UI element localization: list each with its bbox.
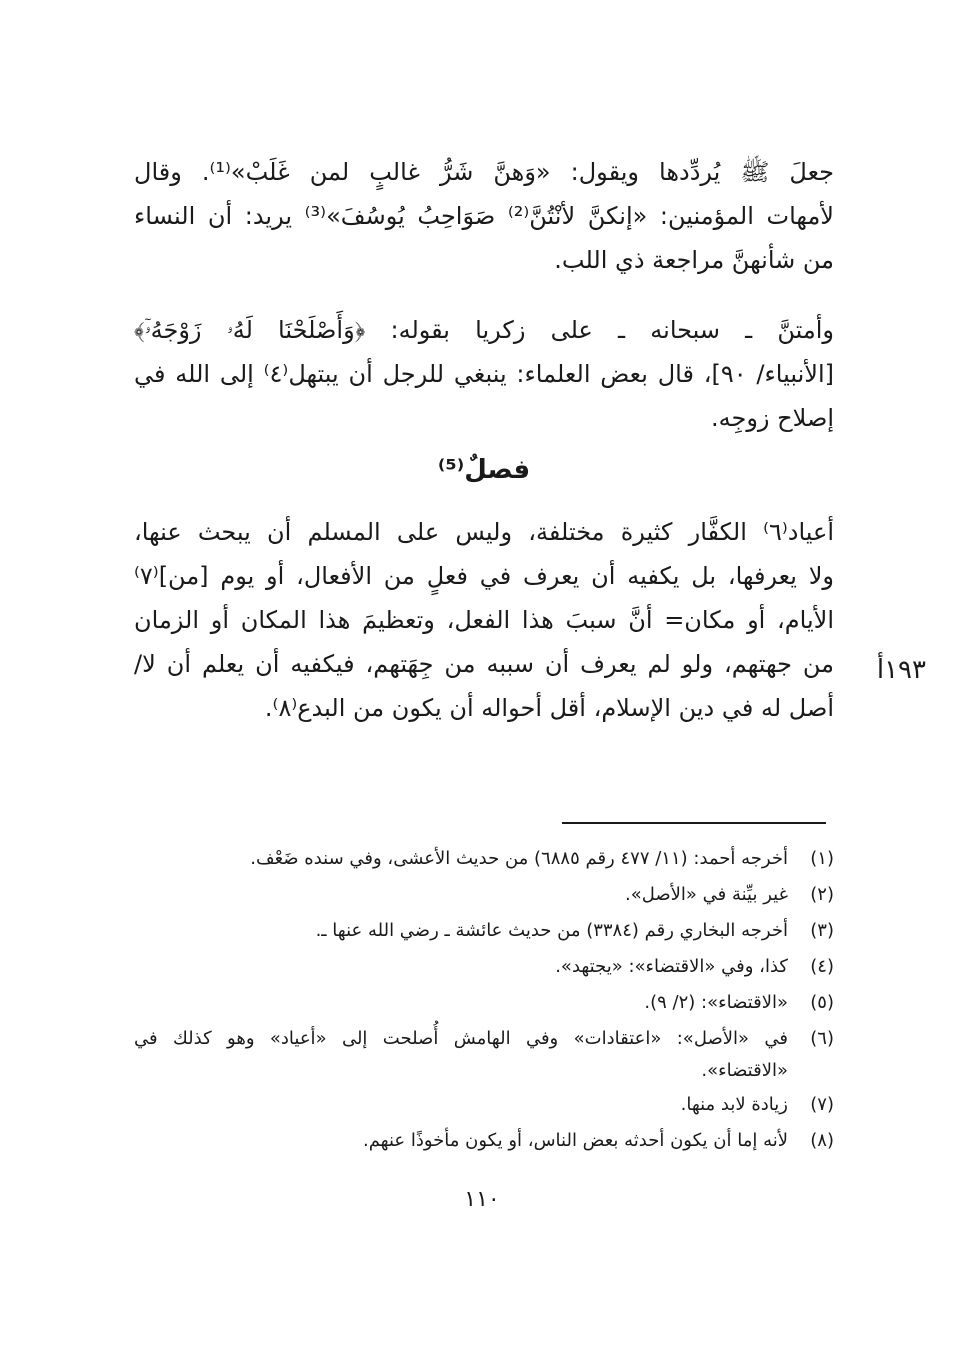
footnote (134, 986, 834, 1020)
footnotes (134, 842, 834, 1160)
footnote-text (134, 1022, 788, 1086)
paragraph-2 (134, 308, 834, 440)
footnote-number: (٤) (810, 956, 834, 977)
paragraph-3-line: أصل له في دين الإسلام، أقل أحواله أن يكون من البدع⁽٨⁾. (264, 694, 834, 722)
paragraph-1-line: جعلَ ﷺ يُردِّدها ويقول: «وَهنَّ شَرُّ غالبٍ لمن غَلَبْ»⁽¹⁾. وقال (134, 158, 834, 186)
footnote-text: أخرجه البخاري رقم (٣٣٨٤) من حديث عائشة ـ رضي الله عنها ـ. (315, 920, 788, 941)
footnote-number: (٦) (810, 1028, 834, 1049)
footnote (134, 1088, 834, 1122)
paragraph-2-line: وأمتنَّ ـ سبحانه ـ على زكريا بقوله: ﴿وَأَصْلَحْنَا لَهُۥ زَوْجَهُۥٓ﴾ (134, 316, 834, 344)
paragraph-1 (134, 150, 834, 282)
footnote (134, 950, 834, 984)
page-number: ١١٠ (464, 1187, 500, 1212)
footnote-text: «الاقتضاء»: (٢/ ٩). (644, 992, 788, 1013)
paragraph-1-line: من شأنهنَّ مراجعة ذي اللب. (554, 246, 834, 274)
footnote (134, 878, 834, 912)
footnote-text: لأنه إما أن يكون أحدثه بعض الناس، أو يكون مأخوذًا عنهم. (362, 1130, 788, 1151)
paragraph-3-line: ولا يعرفها، بل يكفيه أن يعرف في فعلٍ من الأفعال، أو يوم [من]⁽٧⁾ (134, 562, 834, 590)
footnote-text-line: في «الأصل»: «اعتقادات» وفي الهامش أُصلحت إلى «أعياد» وهو كذلك في (134, 1028, 788, 1049)
footnote (134, 1124, 834, 1158)
footnote-separator (562, 822, 826, 824)
section-heading: فصلٌ⁽⁵⁾ (437, 455, 531, 485)
paragraph-3-line: أعياد⁽٦⁾ الكفَّار كثيرة مختلفة، وليس على المسلم أن يبحث عنها، (134, 518, 834, 546)
paragraph-1-line: لأمهات المؤمنين: «إنكنَّ لأنْتُنَّ⁽²⁾ صَوَاحِبُ يُوسُفَ»⁽³⁾ يريد: أن النساء (134, 202, 834, 230)
footnote (134, 914, 834, 948)
footnote-number: (٨) (810, 1130, 834, 1151)
paragraph-3-line: من جهتهم، ولو لم يعرف أن سببه من جِهَتهم، فيكفيه أن يعلم أن لا/ (134, 650, 834, 678)
footnote-number: (٧) (810, 1094, 834, 1115)
footnote (134, 1022, 834, 1086)
footnote-number: (٥) (810, 992, 834, 1013)
paragraph-3-line: الأيام، أو مكان= أنَّ سببَ هذا الفعل، وتعظيمَ هذا المكان أو الزمان (134, 606, 834, 634)
paragraph-2-line: إصلاح زوجِه. (711, 404, 834, 432)
footnote-text: غير بيِّنة في «الأصل». (624, 884, 788, 905)
footnote-text: زيادة لابد منها. (680, 1094, 788, 1115)
footnote-text-continuation: «الاقتضاء». (701, 1060, 788, 1081)
footnote-number: (٣) (810, 920, 834, 941)
footnote-number: (١) (810, 848, 834, 869)
footnote-number: (٢) (810, 884, 834, 905)
footnote (134, 842, 834, 876)
paragraph-3 (134, 510, 834, 730)
footnote-text: أخرجه أحمد: (١١/ ٤٧٧ رقم ٦٨٨٥) من حديث الأعشى، وفي سنده ضَعْف. (250, 848, 788, 869)
footnote-text: كذا، وفي «الاقتضاء»: «يجتهد». (555, 956, 788, 977)
paragraph-2-line: [الأنبياء/ ٩٠]، قال بعض العلماء: ينبغي للرجل أن يبتهل⁽٤⁾ إلى الله في (134, 360, 834, 388)
manuscript-folio-marker: ١٩٣أ (876, 655, 926, 685)
